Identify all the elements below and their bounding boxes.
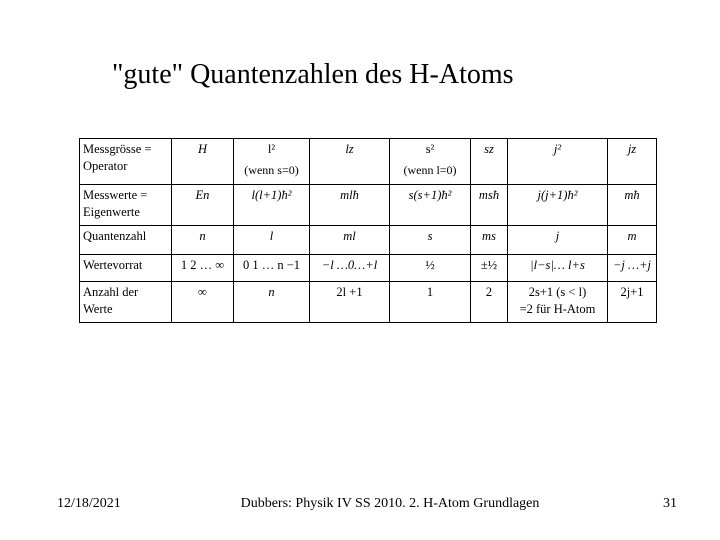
table-cell: ∞	[172, 282, 234, 323]
table-row	[80, 282, 657, 323]
table-row	[80, 255, 657, 282]
table-cell: 1 2 … ∞	[172, 255, 234, 282]
table-cell: 1	[390, 282, 471, 323]
table-cell: s² (wenn l=0)	[390, 139, 471, 185]
table-row	[80, 226, 657, 255]
table-cell: 2l +1	[310, 282, 390, 323]
table-cell: l² (wenn s=0)	[234, 139, 310, 185]
table-cell: l	[234, 226, 310, 255]
table-row	[80, 139, 657, 185]
table-cell: −j …+j	[608, 255, 657, 282]
table-cell: |l−s|… l+s	[508, 255, 608, 282]
row-label: Messgrösse = Operator	[80, 139, 172, 185]
table-cell: H	[172, 139, 234, 185]
footer-date: 12/18/2021	[57, 496, 121, 511]
table-cell: sz	[471, 139, 508, 185]
table-cell: En	[172, 185, 234, 226]
table-cell: 2	[471, 282, 508, 323]
table-cell: s	[390, 226, 471, 255]
table-cell: ms	[471, 226, 508, 255]
row-label: Anzahl der Werte	[80, 282, 172, 323]
table-cell: jz	[608, 139, 657, 185]
table-cell: mħ	[608, 185, 657, 226]
row-label: Messwerte = Eigenwerte	[80, 185, 172, 226]
table-cell: l(l+1)ħ²	[234, 185, 310, 226]
table-cell: ml	[310, 226, 390, 255]
table-cell: lz	[310, 139, 390, 185]
quantum-numbers-table	[79, 138, 657, 323]
table-cell: n	[234, 282, 310, 323]
table-cell: 0 1 … n −1	[234, 255, 310, 282]
page-number: 31	[663, 496, 677, 511]
table-cell: j(j+1)ħ²	[508, 185, 608, 226]
table-cell: ±½	[471, 255, 508, 282]
row-label: Wertevorrat	[80, 255, 172, 282]
table-cell: 2s+1 (s < l) =2 für H-Atom	[508, 282, 608, 323]
table-cell: m	[608, 226, 657, 255]
table-cell: msħ	[471, 185, 508, 226]
table-cell: j	[508, 226, 608, 255]
table-cell: n	[172, 226, 234, 255]
table-cell: ½	[390, 255, 471, 282]
table-cell: 2j+1	[608, 282, 657, 323]
row-label: Quantenzahl	[80, 226, 172, 255]
table-cell: mlħ	[310, 185, 390, 226]
table-row	[80, 185, 657, 226]
table-cell: j²	[508, 139, 608, 185]
footer-caption: Dubbers: Physik IV SS 2010. 2. H-Atom Grundlagen	[240, 496, 540, 511]
slide-title: "gute" Quantenzahlen des H-Atoms	[112, 59, 514, 90]
table-cell: −l …0…+l	[310, 255, 390, 282]
table-cell: s(s+1)ħ²	[390, 185, 471, 226]
